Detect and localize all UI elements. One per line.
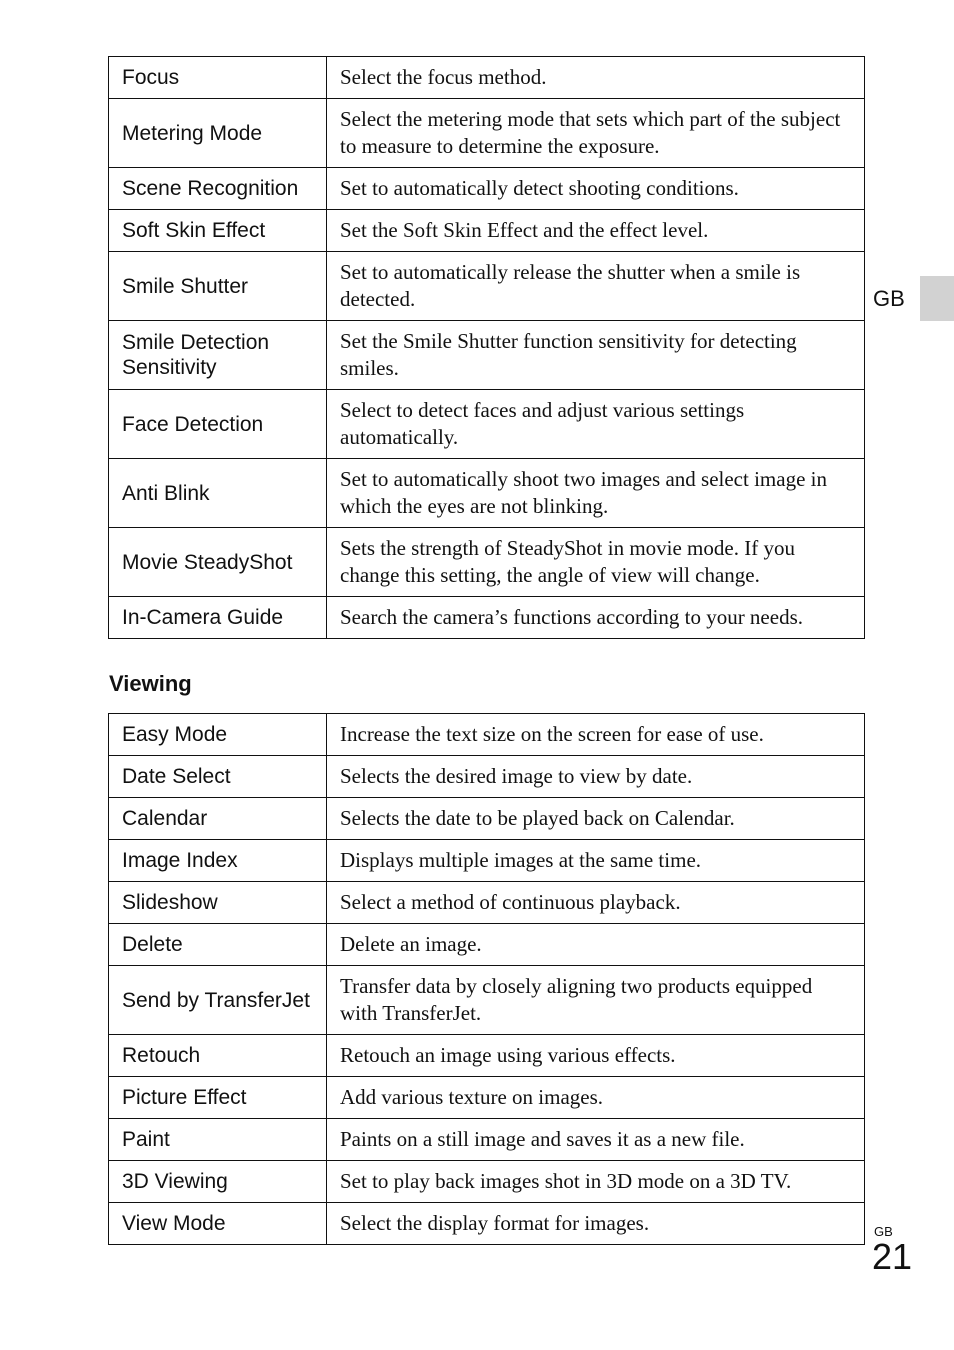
function-name: View Mode (109, 1203, 327, 1245)
function-name: Delete (109, 924, 327, 966)
table-row (109, 1119, 865, 1161)
function-description: Increase the text size on the screen for ease of use. (327, 714, 865, 756)
table-row (109, 528, 865, 597)
table-row (109, 1077, 865, 1119)
function-name: Focus (109, 57, 327, 99)
function-description: Select the display format for images. (327, 1203, 865, 1245)
function-name: Image Index (109, 840, 327, 882)
table-row (109, 459, 865, 528)
function-name: Calendar (109, 798, 327, 840)
function-name: Scene Recognition (109, 168, 327, 210)
function-name: Slideshow (109, 882, 327, 924)
function-description: Set to automatically release the shutter when a smile is detected. (327, 252, 865, 321)
page-number: 21 (872, 1236, 913, 1277)
table-row (109, 1161, 865, 1203)
function-name: Easy Mode (109, 714, 327, 756)
function-description: Transfer data by closely aligning two products equipped with TransferJet. (327, 966, 865, 1035)
function-description: Select the focus method. (327, 57, 865, 99)
table-row (109, 252, 865, 321)
table-row (109, 714, 865, 756)
function-name: Anti Blink (109, 459, 327, 528)
function-name: Soft Skin Effect (109, 210, 327, 252)
table-row (109, 798, 865, 840)
table-row (109, 1203, 865, 1245)
function-description: Set to play back images shot in 3D mode on a 3D TV. (327, 1161, 865, 1203)
table-row (109, 1035, 865, 1077)
table-row (109, 168, 865, 210)
function-name: Retouch (109, 1035, 327, 1077)
table-row (109, 966, 865, 1035)
side-tab-marker (920, 276, 954, 321)
table-row (109, 882, 865, 924)
side-tab-label: GB (873, 286, 905, 311)
function-name: Smile Shutter (109, 252, 327, 321)
function-name: Send by TransferJet (109, 966, 327, 1035)
function-description: Selects the desired image to view by date. (327, 756, 865, 798)
function-description: Add various texture on images. (327, 1077, 865, 1119)
function-name: Smile Detection Sensitivity (109, 321, 327, 390)
table-row (109, 99, 865, 168)
function-name: Metering Mode (109, 99, 327, 168)
table-row (109, 321, 865, 390)
section-heading-viewing: Viewing (109, 671, 192, 696)
function-description: Search the camera’s functions according to your needs. (327, 597, 865, 639)
function-name: In-Camera Guide (109, 597, 327, 639)
function-name: Face Detection (109, 390, 327, 459)
table-row (109, 390, 865, 459)
function-table-shooting (108, 56, 865, 639)
table-row (109, 756, 865, 798)
function-description: Paints on a still image and saves it as a new file. (327, 1119, 865, 1161)
function-description: Set to automatically shoot two images and select image in which the eyes are not blinking. (327, 459, 865, 528)
table-row (109, 210, 865, 252)
function-description: Select the metering mode that sets which part of the subject to measure to determine the exposure. (327, 99, 865, 168)
function-description: Set the Smile Shutter function sensitivity for detecting smiles. (327, 321, 865, 390)
function-description: Select to detect faces and adjust various settings automatically. (327, 390, 865, 459)
function-description: Select a method of continuous playback. (327, 882, 865, 924)
function-description: Sets the strength of SteadyShot in movie mode. If you change this setting, the angle of view will change. (327, 528, 865, 597)
function-name: Picture Effect (109, 1077, 327, 1119)
function-description: Set to automatically detect shooting conditions. (327, 168, 865, 210)
function-name: 3D Viewing (109, 1161, 327, 1203)
page-language-code: GB (874, 1224, 893, 1239)
function-description: Retouch an image using various effects. (327, 1035, 865, 1077)
function-description: Delete an image. (327, 924, 865, 966)
function-description: Set the Soft Skin Effect and the effect level. (327, 210, 865, 252)
table-row (109, 57, 865, 99)
function-name: Movie SteadyShot (109, 528, 327, 597)
function-name: Paint (109, 1119, 327, 1161)
function-description: Displays multiple images at the same time. (327, 840, 865, 882)
table-row (109, 924, 865, 966)
function-name: Date Select (109, 756, 327, 798)
table-row (109, 840, 865, 882)
function-description: Selects the date to be played back on Calendar. (327, 798, 865, 840)
table-row (109, 597, 865, 639)
function-table-viewing (108, 713, 865, 1245)
